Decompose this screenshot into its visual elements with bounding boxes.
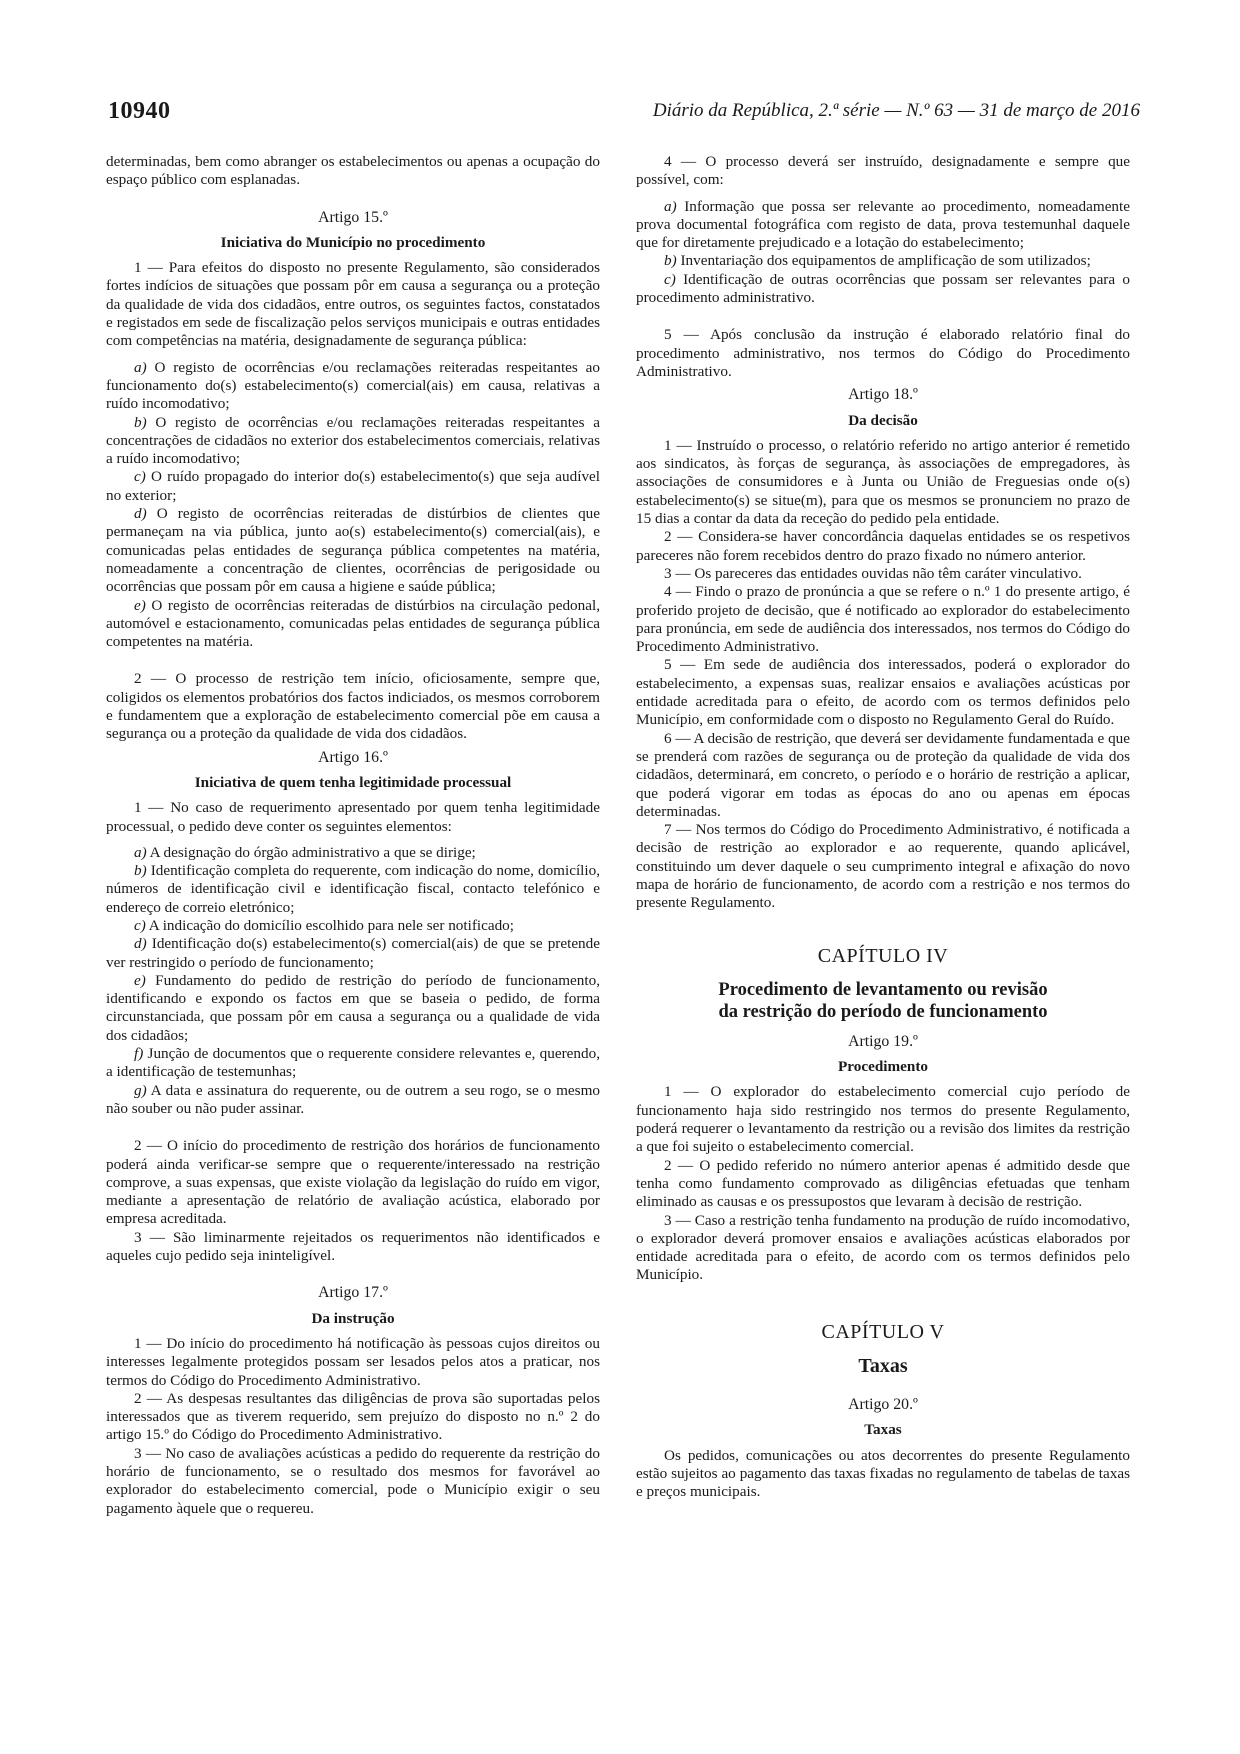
intro-paragraph: determinadas, bem como abranger os estabelecimentos ou apenas a ocupação do espaço público com esplanadas. bbox=[106, 153, 600, 189]
page-number: 10940 bbox=[108, 98, 171, 124]
article-19-para: 1 — O explorador do estabelecimento comercial cujo período de funcionamento haja sido restringido nos termos do presente Regulamento, poderá requerer o levantamento da restrição ou a revisão dos limites da restrição a que foi sujeito o estabelecimento comercial. bbox=[636, 1083, 1130, 1156]
list-item: c) A indicação do domicílio escolhido para nele ser notificado; bbox=[134, 916, 514, 934]
article-17-para-1: 1 — Do início do procedimento há notificação às pessoas cujos direitos ou interesses legalmente protegidos possam ser lesados pelos atos a praticar, nos termos do Código do Procedimento Administrativo. bbox=[106, 1334, 600, 1389]
list-item: a) O registo de ocorrências e/ou reclamações reiteradas respeitantes ao funcionamento do(s) estabelecimento(s) comercial(ais) em causa, relativas a ruído incomodativo; bbox=[106, 358, 600, 413]
article-18-para: 7 — Nos termos do Código do Procedimento Administrativo, é notificada a decisão de restrição ao explorador e ao requerente, quando aplicável, constituindo um dever daquele o seu cumprimento integral e afixação do novo mapa de horário de funcionamento, de acordo com a restrição e nos termos do presente Regulamento. bbox=[636, 821, 1130, 912]
article-20-title: Taxas bbox=[864, 1421, 902, 1439]
article-16-number: Artigo 16.º bbox=[318, 748, 388, 766]
article-16-para-2: 2 — O início do procedimento de restrição dos horários de funcionamento poderá ainda verificar-se sempre que o requerente/interessado na restrição comprove, a suas expensas, que existe violação da legislação do ruído em vigor, mediante a apresentação de relatório de avaliação acústica, elaborado por empresa acreditada. bbox=[106, 1137, 600, 1228]
chapter-4-title: Procedimento de levantamento ou revisão da restrição do período de funcionamento bbox=[718, 979, 1048, 1022]
article-15-title: Iniciativa do Município no procedimento bbox=[220, 233, 486, 251]
article-16-para-3: 3 — São liminarmente rejeitados os requerimentos não identificados e aqueles cujo pedido seja ininteligível. bbox=[106, 1228, 600, 1265]
article-16-para-1: 1 — No caso de requerimento apresentado por quem tenha legitimidade processual, o pedido deve conter os seguintes elementos: bbox=[106, 799, 600, 835]
article-20-number: Artigo 20.º bbox=[848, 1396, 918, 1414]
left-column bbox=[106, 153, 600, 1518]
article-19-title: Procedimento bbox=[838, 1058, 928, 1076]
list-item: f) Junção de documentos que o requerente considere relevantes e, querendo, a identificação de testemunhas; bbox=[106, 1045, 600, 1081]
article-17-title: Da instrução bbox=[311, 1309, 395, 1327]
article-17-para-5: 5 — Após conclusão da instrução é elaborado relatório final do procedimento administrativo, nos termos do Código do Procedimento Administrativo. bbox=[636, 326, 1130, 380]
list-item: b) O registo de ocorrências e/ou reclamações reiteradas respeitantes a concentrações de cidadãos no exterior dos estabelecimentos comerciais, relativas a ruído incomodativo; bbox=[106, 413, 600, 468]
article-15-para-2: 2 — O processo de restrição tem início, oficiosamente, sempre que, coligidos os elementos probatórios dos factos indiciados, os mesmos corroborem e fundamentem que a exploração de estabelecimento comercial põe em causa a segurança ou a proteção da qualidade de vida dos cidadãos. bbox=[106, 670, 600, 743]
list-item: b) Identificação completa do requerente, com indicação do nome, domicílio, números de identificação civil e identificação fiscal, contacto telefónico e endereço de correio eletrónico; bbox=[106, 862, 600, 916]
list-item: d) Identificação do(s) estabelecimento(s) comercial(ais) de que se pretende ver restringido o período de funcionamento; bbox=[106, 935, 600, 971]
chapter-5-title: Taxas bbox=[858, 1355, 908, 1378]
article-18-para: 6 — A decisão de restrição, que deverá ser devidamente fundamentada e que se prenderá com razões de segurança ou de proteção da qualidade de vida dos cidadãos, determinará, em concreto, o período e o horário de restrição a aplicar, que poderá vigorar em todas as épocas do ano ou apenas em épocas determinadas. bbox=[636, 729, 1130, 820]
article-17-para-3: 3 — No caso de avaliações acústicas a pedido do requerente da restrição do horário de funcionamento, se o resultado dos mesmos for favorável ao explorador do estabelecimento comercial, pode o Município exigir o seu pagamento àquele que o requereu. bbox=[106, 1444, 600, 1517]
list-item: a) Informação que possa ser relevante ao procedimento, nomeadamente prova documental fotográfica com registo de data, prova testemunhal daquele que for diretamente prejudicado e a lotação do estabelecimento; bbox=[636, 197, 1130, 252]
chapter-5-label: CAPÍTULO V bbox=[821, 1320, 945, 1343]
article-19-para: 3 — Caso a restrição tenha fundamento na produção de ruído incomodativo, o explorador deverá promover ensaios e avaliações acústicas elaborados por entidade acreditada para o efeito, de acordo com os termos definidos pelo Município. bbox=[636, 1211, 1130, 1284]
article-18-title: Da decisão bbox=[848, 411, 918, 429]
article-16-title: Iniciativa de quem tenha legitimidade processual bbox=[194, 773, 512, 791]
list-item: d) O registo de ocorrências reiteradas de distúrbios de clientes que permaneçam na via pública, junto ao(s) estabelecimento(s) comercial(ais), e comunicadas pelas entidades de segurança pública competentes na matéria, nomeadamente a concentração de clientes, ocorrências de perigosidade ou ocorrências que possam pôr em causa a higiene e saúde pública; bbox=[106, 505, 600, 596]
article-20-para-1: Os pedidos, comunicações ou atos decorrentes do presente Regulamento estão sujeitos ao pagamento das taxas fixadas no regulamento de tabelas de taxas e preços municipais. bbox=[636, 1446, 1130, 1501]
article-18-para: 2 — Considera-se haver concordância daquelas entidades se os respetivos pareceres não forem recebidos dentro do prazo fixado no número anterior. bbox=[636, 528, 1130, 564]
article-18-para: 5 — Em sede de audiência dos interessados, poderá o explorador do estabelecimento, a expensas suas, realizar ensaios e avaliações acústicas por entidade acreditada para o efeito, de acordo com os termos definidos pelo Município, em conformidade com o disposto no Regulamento Geral do Ruído. bbox=[636, 656, 1130, 729]
article-17-para-4: 4 — O processo deverá ser instruído, designadamente e sempre que possível, com: bbox=[636, 153, 1130, 189]
article-19-para: 2 — O pedido referido no número anterior apenas é admitido desde que tenha como fundamento comprovado as diligências efetuadas que tenham eliminado as causas e os pressupostos que levaram à decisão de restrição. bbox=[636, 1156, 1130, 1211]
article-18-para: 3 — Os pareceres das entidades ouvidas não têm caráter vinculativo. bbox=[664, 564, 1082, 582]
article-15-para-1: 1 — Para efeitos do disposto no presente Regulamento, são considerados fortes indícios de situações que possam pôr em causa a segurança ou a proteção da qualidade de vida dos cidadãos, entre outros, os seguintes factos, constatados e registados em sede de fiscalização pelos serviços municipais e outras entidades com competências na matéria, designadamente de segurança pública: bbox=[106, 259, 600, 350]
article-18-para: 1 — Instruído o processo, o relatório referido no artigo anterior é remetido aos sindicatos, às forças de segurança, às associações de empregadores, às associações de consumidores e à Junta ou União de Freguesias onde o(s) estabelecimento(s) se situe(m), para que os mesmos se pronunciem no prazo de 15 dias a contar da data da receção do pedido pela entidade. bbox=[636, 436, 1130, 528]
article-18-number: Artigo 18.º bbox=[848, 386, 918, 404]
list-item: a) A designação do órgão administrativo a que se dirige; bbox=[134, 843, 476, 861]
list-item: e) Fundamento do pedido de restrição do período de funcionamento, identificando e expondo os factos em que se baseia o pedido, de forma circunstanciada, que possam pôr em causa a segurança ou a qualidade de vida dos cidadãos; bbox=[106, 971, 600, 1044]
list-item: b) Inventariação dos equipamentos de amplificação de som utilizados; bbox=[664, 252, 1091, 270]
list-item: c) O ruído propagado do interior do(s) estabelecimento(s) que seja audível no exterior; bbox=[106, 468, 600, 504]
article-18-para: 4 — Findo o prazo de pronúncia a que se refere o n.º 1 do presente artigo, é proferido projeto de decisão, que é notificado ao explorador do estabelecimento para pronúncia, em sede de audiência dos interessados, nos termos do Código do Procedimento Administrativo. bbox=[636, 583, 1130, 656]
list-item: g) A data e assinatura do requerente, ou de outrem a seu rogo, se o mesmo não souber ou não puder assinar. bbox=[106, 1081, 600, 1117]
article-17-para-2: 2 — As despesas resultantes das diligências de prova são suportadas pelos interessados que as tiverem requerido, sem prejuízo do disposto no n.º 2 do artigo 15.º do Código do Procedimento Administrativo. bbox=[106, 1389, 600, 1444]
article-17-number: Artigo 17.º bbox=[318, 1284, 388, 1302]
journal-header: Diário da República, 2.ª série — N.º 63 — 31 de março de 2016 bbox=[652, 100, 1140, 121]
article-19-number: Artigo 19.º bbox=[848, 1032, 918, 1050]
list-item: e) O registo de ocorrências reiteradas de distúrbios na circulação pedonal, automóvel e estacionamento, comunicadas pelas entidades de segurança pública competentes na matéria. bbox=[106, 596, 600, 651]
chapter-4-label: CAPÍTULO IV bbox=[817, 944, 949, 967]
list-item: c) Identificação de outras ocorrências que possam ser relevantes para o procedimento administrativo. bbox=[636, 270, 1130, 307]
right-column bbox=[636, 153, 1130, 1502]
article-15-number: Artigo 15.º bbox=[318, 208, 388, 226]
